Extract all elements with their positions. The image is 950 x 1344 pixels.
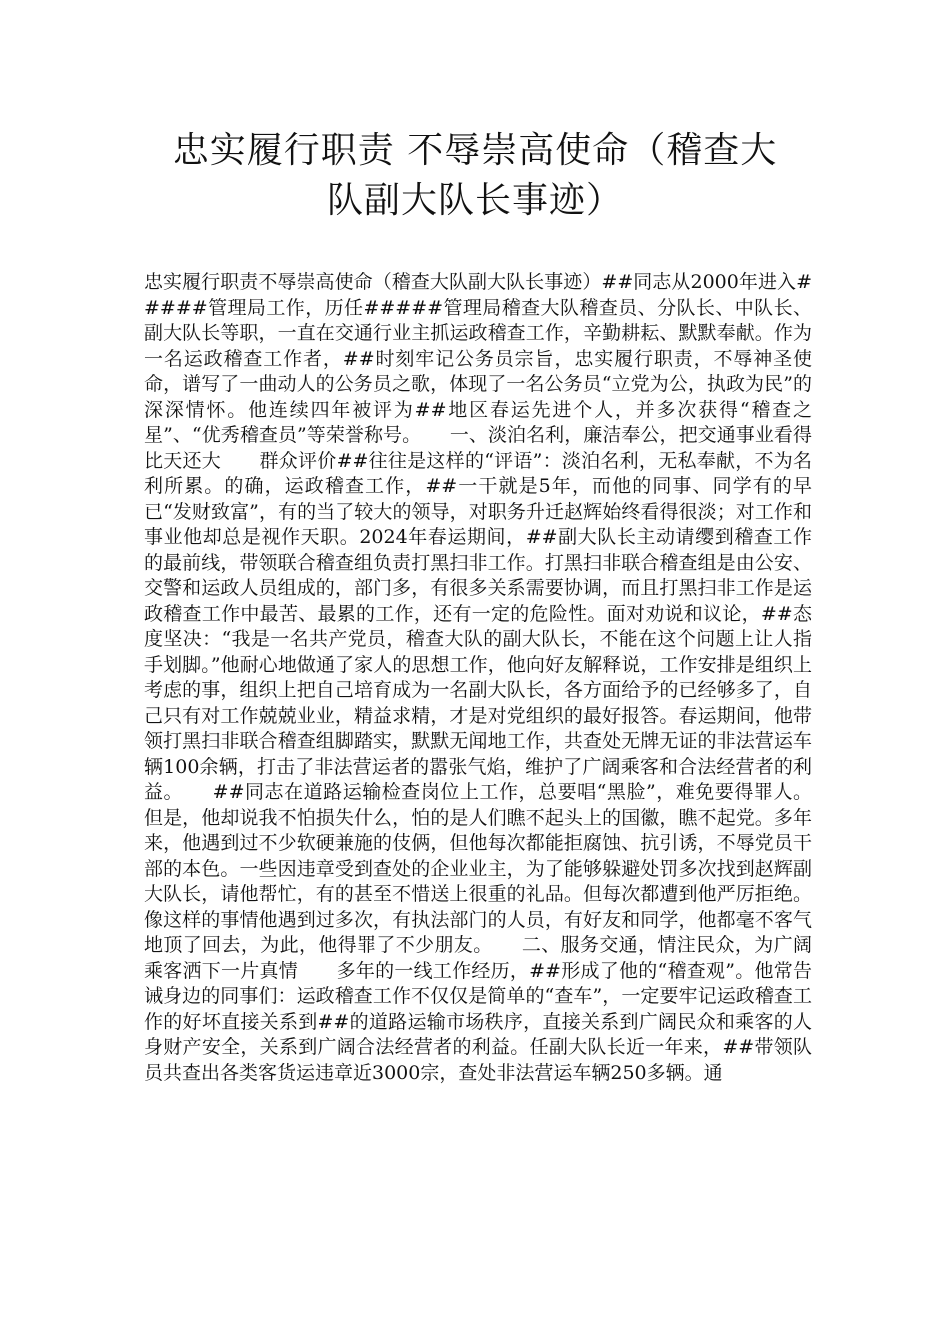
title-line-1: 忠实履行职责 不辱崇高使命（稽查大 — [172, 130, 778, 171]
title-line-2: 队副大队长事迹） — [326, 180, 623, 221]
document-title — [100, 126, 850, 226]
document-body: 忠实履行职责不辱崇高使命（稽查大队副大队长事迹）##同志从2000年进入#####管理局工作，历任#####管理局稽查大队稽查员、分队长、中队长、副大队长等职，一直在交通行业主抓运政稽查工作，辛勤耕耘、默默奉献。作为一名运政稽查工作者，##时刻牢记公务员宗旨，忠实履行职责，不辱神圣使命，谱写了一曲动人的公务员之歌，体现了一名公务员“立党为公，执政为民”的深深情怀。他连续四年被评为##地区春运先进个人，并多次获得“稽查之星”、“优秀稽查员”等荣誉称号。 一、淡泊名利，廉洁奉公，把交通事业看得比天还大 群众评价##往往是这样的“评语”：淡泊名利，无私奉献，不为名利所累。的确，运政稽查工作，##一干就是5年，而他的同事、同学有的早已“发财致富”，有的当了较大的领导，对职务升迁赵辉始终看得很淡；对工作和事业他却总是视作天职。2024年春运期间，##副大队长主动请缨到稽查工作的最前线，带领联合稽查组负责打黑扫非工作。打黑扫非联合稽查组是由公安、交警和运政人员组成的，部门多，有很多关系需要协调，而且打黑扫非工作是运政稽查工作中最苦、最累的工作，还有一定的危险性。面对劝说和议论，##态度坚决：“我是一名共产党员，稽查大队的副大队长，不能在这个问题上让人指手划脚。”他耐心地做通了家人的思想工作，他向好友解释说，工作安排是组织上考虑的事，组织上把自己培育成为一名副大队长，各方面给予的已经够多了，自己只有对工作兢兢业业，精益求精，才是对党组织的最好报答。春运期间，他带领打黑扫非联合稽查组脚踏实，默默无闻地工作，共查处无牌无证的非法营运车辆100余辆，打击了非法营运者的嚣张气焰，维护了广阔乘客和合法经营者的利益。 ##同志在道路运输检查岗位上工作，总要唱“黑脸”，难免要得罪人。但是，他却说我不怕损失什么，怕的是人们瞧不起头上的国徽，瞧不起党。多年来，他遇到过不少软硬兼施的伎俩，但他每次都能拒腐蚀、抗引诱，不辱党员干部的本色。一些因违章受到查处的企业业主，为了能够躲避处罚多次找到赵辉副大队长，请他帮忙，有的甚至不惜送上很重的礼品。但每次都遭到他严厉拒绝。像这样的事情他遇到过多次，有执法部门的人员，有好友和同学，他都毫不客气地顶了回去，为此，他得罪了不少朋友。 二、服务交通，情注民众，为广阔乘客洒下一片真情 多年的一线工作经历，##形成了他的“稽查观”。他常告诫身边的同事们：运政稽查工作不仅仅是简单的“查车”，一定要牢记运政稽查工作的好坏直接关系到##的道路运输市场秩序，直接关系到广阔民众和乘客的人身财产安全，关系到广阔合法经营者的利益。任副大队长近一年来，##带领队员共查出各类客货运违章近3000宗，查处非法营运车辆250多辆。通 — [144, 271, 812, 1084]
